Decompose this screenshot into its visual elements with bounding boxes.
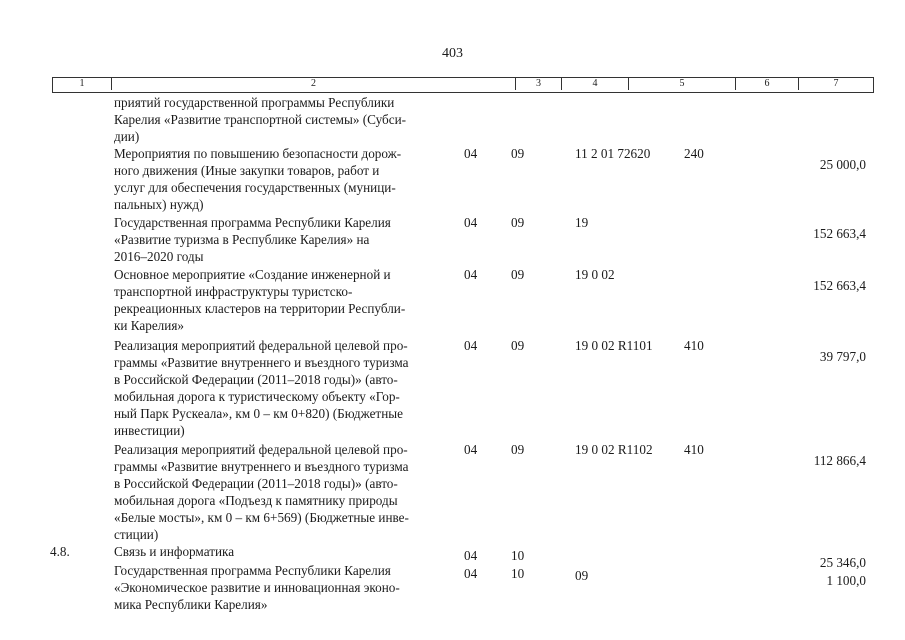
- row-target-code: 19 0 02: [575, 267, 615, 282]
- row-description: [114, 145, 474, 213]
- row-subsection-code: 09: [511, 215, 525, 230]
- row-section-code: 04: [464, 215, 478, 230]
- column-header-row: [52, 77, 874, 93]
- desc-line: Государственная программа Республики Карелия: [114, 563, 391, 578]
- desc-line: граммы «Развитие внутреннего и въездного туризма: [114, 459, 409, 474]
- row-subsection-code: 09: [511, 442, 525, 457]
- desc-line: мика Республики Карелия»: [114, 597, 268, 612]
- desc-line: в Российской Федерации (2011–2018 годы)» (авто-: [114, 476, 398, 491]
- row-amount: 25 346,0: [819, 555, 866, 570]
- desc-line: «Развитие туризма в Республике Карелия» на: [114, 232, 370, 247]
- desc-line: граммы «Развитие внутреннего и въездного туризма: [114, 355, 409, 370]
- header-col-1: 1: [53, 78, 112, 90]
- row-subsection-code: 10: [511, 566, 525, 581]
- row-amount: 112 866,4: [813, 453, 866, 468]
- row-subsection-code: 09: [511, 267, 525, 282]
- desc-line: приятий государственной программы Республики: [114, 95, 395, 110]
- desc-line: дии): [114, 129, 140, 144]
- desc-line: рекреационных кластеров на территории Республи-: [114, 301, 406, 316]
- row-section-code: 04: [464, 338, 478, 353]
- row-target-code: 19: [575, 215, 589, 230]
- row-expense-type: 410: [684, 442, 704, 457]
- row-number: 4.8.: [50, 544, 70, 559]
- page-number: 403: [442, 46, 463, 61]
- row-section-code: 04: [464, 566, 478, 581]
- header-col-2: 2: [112, 78, 516, 90]
- desc-line: стиции): [114, 527, 159, 542]
- desc-line: Реализация мероприятий федеральной целевой про-: [114, 338, 408, 353]
- row-description: [114, 441, 474, 543]
- row-description: [114, 266, 474, 334]
- desc-line: Мероприятия по повышению безопасности дорож-: [114, 146, 402, 161]
- row-amount: 152 663,4: [813, 278, 866, 293]
- desc-line: Государственная программа Республики Карелия: [114, 215, 391, 230]
- row-section-code: 04: [464, 548, 478, 563]
- row-description: [114, 94, 474, 145]
- desc-line: «Экономическое развитие и инновационная эконо-: [114, 580, 400, 595]
- row-section-code: 04: [464, 267, 478, 282]
- row-description: [114, 562, 474, 613]
- row-description: [114, 543, 474, 560]
- header-col-5: 5: [629, 78, 736, 90]
- row-target-code: 09: [575, 568, 589, 583]
- row-amount: 39 797,0: [819, 349, 866, 364]
- row-description: [114, 337, 474, 439]
- row-description: [114, 214, 474, 265]
- desc-line: Реализация мероприятий федеральной целевой про-: [114, 442, 408, 457]
- desc-line: инвестиции): [114, 423, 185, 438]
- row-amount: 152 663,4: [813, 226, 866, 241]
- desc-line: ный Парк Рускеала», км 0 – км 0+820) (Бюджетные: [114, 406, 403, 421]
- row-target-code: 11 2 01 72620: [575, 146, 651, 161]
- desc-line: услуг для обеспечения государственных (муници-: [114, 180, 396, 195]
- desc-line: транспортной инфраструктуры туристско-: [114, 284, 353, 299]
- row-subsection-code: 09: [511, 146, 525, 161]
- row-target-code: 19 0 02 R1101: [575, 338, 653, 353]
- row-section-code: 04: [464, 146, 478, 161]
- desc-line: мобильная дорога «Подъезд к памятнику природы: [114, 493, 398, 508]
- row-target-code: 19 0 02 R1102: [575, 442, 653, 457]
- desc-line: Связь и информатика: [114, 544, 235, 559]
- desc-line: мобильная дорога к туристическому объекту «Гор-: [114, 389, 400, 404]
- desc-line: пальных) нужд): [114, 197, 204, 212]
- desc-line: 2016–2020 годы: [114, 249, 204, 264]
- header-col-3: 3: [516, 78, 562, 90]
- desc-line: Основное мероприятие «Создание инженерной и: [114, 267, 391, 282]
- header-col-4: 4: [562, 78, 629, 90]
- header-col-7: 7: [833, 78, 839, 89]
- header-col-6: 6: [736, 78, 799, 90]
- desc-line: ки Карелия»: [114, 318, 184, 333]
- row-amount: 25 000,0: [819, 157, 866, 172]
- row-expense-type: 240: [684, 146, 704, 161]
- desc-line: «Белые мосты», км 0 – км 6+569) (Бюджетные инве-: [114, 510, 409, 525]
- row-subsection-code: 10: [511, 548, 525, 563]
- row-subsection-code: 09: [511, 338, 525, 353]
- desc-line: в Российской Федерации (2011–2018 годы)» (авто-: [114, 372, 398, 387]
- desc-line: ного движения (Иные закупки товаров, работ и: [114, 163, 380, 178]
- desc-line: Карелия «Развитие транспортной системы» (Субси-: [114, 112, 407, 127]
- row-amount: 1 100,0: [826, 573, 866, 588]
- row-expense-type: 410: [684, 338, 704, 353]
- row-section-code: 04: [464, 442, 478, 457]
